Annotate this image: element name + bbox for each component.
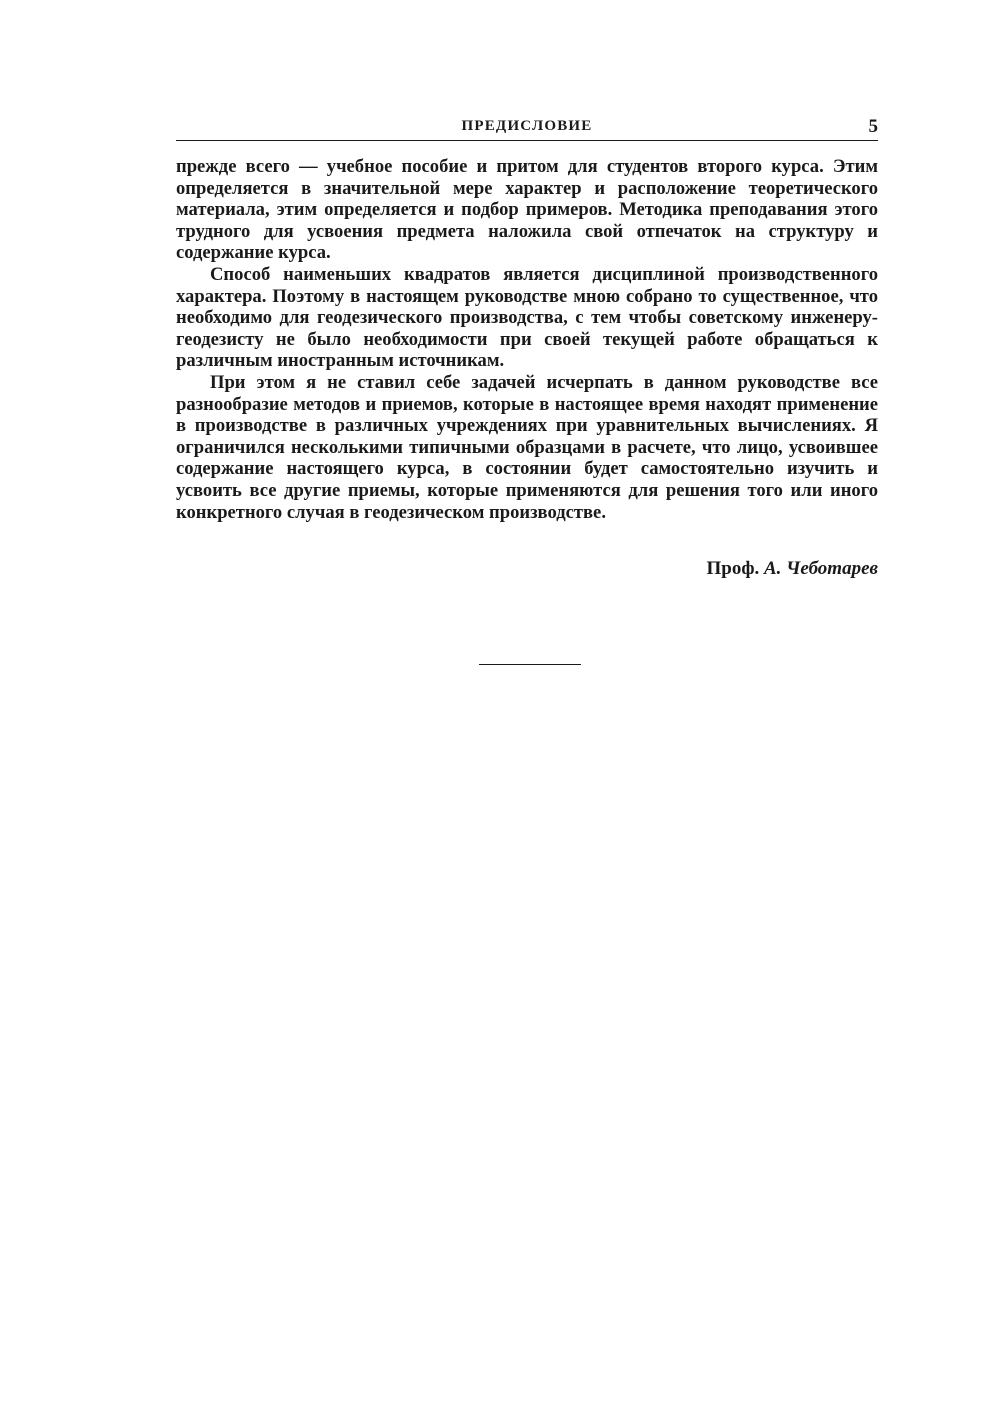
header-rule (176, 140, 878, 141)
signature-title: Проф. (706, 558, 760, 579)
section-end-rule (479, 664, 581, 665)
running-header (176, 116, 878, 142)
author-signature (707, 558, 879, 580)
paragraph-scope: При этом я не ставил себе задачей исчерпать в данном руководстве все разнообразие методов и приемов, которые в настоящее время находят применение в производстве в различных учреждениях при уравнительных вычислениях. Я ограничился несколькими типичными образцами в расчете, что лицо, усвоившее содержание настоящего курса, в состоянии будет самостоятельно изучить и усвоить все другие приемы, которые применяются для решения того или иного конкретного случая в геодезическом производстве. (176, 371, 878, 523)
signature-name: А. Чеботарев (764, 558, 878, 579)
paragraph-production-character: Способ наименьших квадратов является дисциплиной производственного характера. Поэтому в настоящем руководстве мною собрано то существенное, что необходимо для геодезического производства, с тем чтобы советскому инженеру-геодезисту не было необходимости при своей текущей работе обращаться к различным иностранным источникам. (176, 263, 878, 372)
page-number: 5 (868, 116, 878, 137)
header-title: ПРЕДИСЛОВИЕ (461, 118, 593, 134)
preface-body (176, 156, 878, 523)
paragraph-continuation: прежде всего — учебное пособие и притом для студентов второго курса. Этим определяется в значительной мере характер и расположение теоретического материала, этим определяется и подбор примеров. Методика преподавания этого трудного для усвоения предмета наложила свой отпечаток на структуру и содержание курса. (176, 156, 878, 264)
